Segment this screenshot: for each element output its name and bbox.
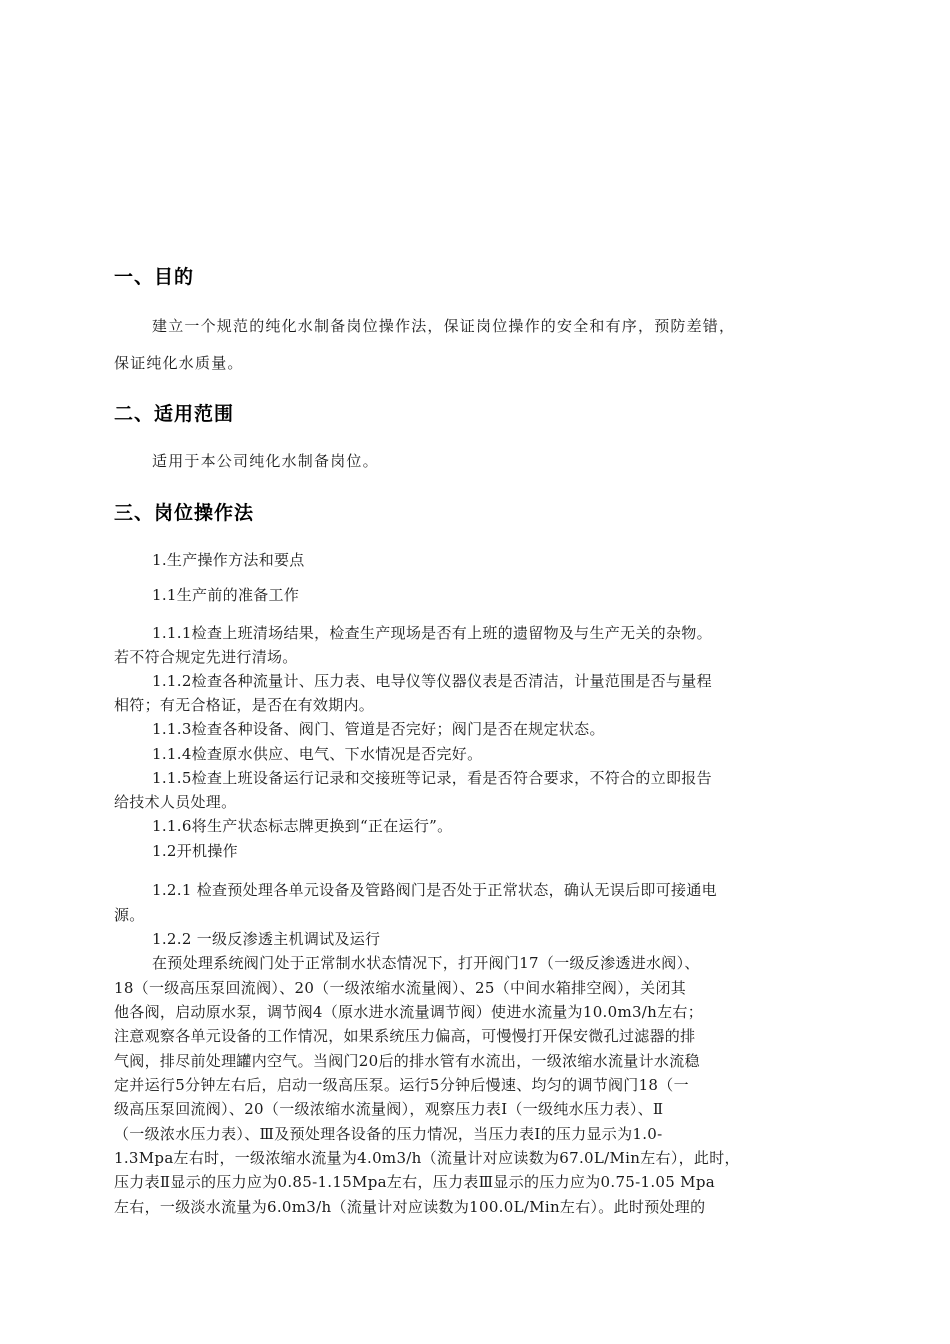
- paragraph-line: 左右，一级淡水流量为6.0m3/h（流量计对应读数为100.0L/Min左右）。此时预处理的: [114, 1198, 706, 1216]
- section-heading-operation: 三、岗位操作法: [114, 502, 255, 524]
- paragraph-line: 1.生产操作方法和要点: [152, 551, 305, 569]
- paragraph-line: 气阀，排尽前处理罐内空气。当阀门20后的排水管有水流出，一级浓缩水流量计水流稳: [114, 1052, 700, 1070]
- paragraph-line: 1.2.2 一级反渗透主机调试及运行: [152, 930, 381, 948]
- paragraph-line: 1.1.4检查原水供应、电气、下水情况是否完好。: [152, 745, 483, 763]
- paragraph-line: 1.1生产前的准备工作: [152, 586, 300, 604]
- paragraph-line: 保证纯化水质量。: [114, 354, 244, 372]
- paragraph-line: 1.1.5检查上班设备运行记录和交接班等记录，看是否符合要求，不符合的立即报告: [152, 769, 712, 787]
- paragraph-line: 1.1.3检查各种设备、阀门、管道是否完好；阀门是否在规定状态。: [152, 720, 605, 738]
- paragraph-line: 1.1.1检查上班清场结果，检查生产现场是否有上班的遗留物及与生产无关的杂物。: [152, 624, 712, 642]
- paragraph-line: 给技术人员处理。: [114, 793, 237, 811]
- paragraph-line: 在预处理系统阀门处于正常制水状态情况下，打开阀门17（一级反渗透进水阀）、: [152, 954, 700, 972]
- paragraph-line: 建立一个规范的纯化水制备岗位操作法，保证岗位操作的安全和有序，预防差错，: [152, 317, 736, 335]
- paragraph-line: 1.1.6将生产状态标志牌更换到“正在运行”。: [152, 817, 453, 835]
- paragraph-line: 适用于本公司纯化水制备岗位。: [152, 452, 379, 470]
- paragraph-line: 压力表Ⅱ显示的压力应为0.85-1.15Mpa左右，压力表Ⅲ显示的压力应为0.75-1.05 Mpa: [114, 1173, 715, 1191]
- paragraph-line: 级高压泵回流阀）、20（一级浓缩水流量阀），观察压力表Ⅰ（一级纯水压力表）、Ⅱ: [114, 1100, 664, 1118]
- paragraph-line: 18（一级高压泵回流阀）、20（一级浓缩水流量阀）、25（中间水箱排空阀），关闭其: [114, 979, 687, 997]
- paragraph-line: 若不符合规定先进行清场。: [114, 648, 298, 666]
- paragraph-line: 注意观察各单元设备的工作情况，如果系统压力偏高，可慢慢打开保安微孔过滤器的排: [114, 1027, 696, 1045]
- paragraph-line: （一级浓水压力表）、Ⅲ及预处理各设备的压力情况，当压力表Ⅰ的压力显示为1.0-: [114, 1125, 663, 1143]
- section-heading-scope: 二、适用范围: [114, 403, 235, 425]
- paragraph-line: 1.3Mpa左右时，一级浓缩水流量为4.0m3/h（流量计对应读数为67.0L/Min左右），此时，: [114, 1149, 740, 1167]
- paragraph-line: 1.1.2检查各种流量计、压力表、电导仪等仪器仪表是否清洁，计量范围是否与量程: [152, 672, 712, 690]
- paragraph-line: 1.2开机操作: [152, 842, 238, 860]
- paragraph-line: 源。: [114, 906, 145, 924]
- paragraph-line: 相符；有无合格证，是否在有效期内。: [114, 696, 375, 714]
- paragraph-line: 1.2.1 检查预处理各单元设备及管路阀门是否处于正常状态，确认无误后即可接通电: [152, 881, 717, 899]
- paragraph-line: 他各阀，启动原水泵，调节阀4（原水进水流量调节阀）使进水流量为10.0m3/h左右；: [114, 1003, 704, 1021]
- section-heading-purpose: 一、目的: [114, 266, 195, 288]
- paragraph-line: 定并运行5分钟左右后，启动一级高压泵。运行5分钟后慢速、均匀的调节阀门18（一: [114, 1076, 689, 1094]
